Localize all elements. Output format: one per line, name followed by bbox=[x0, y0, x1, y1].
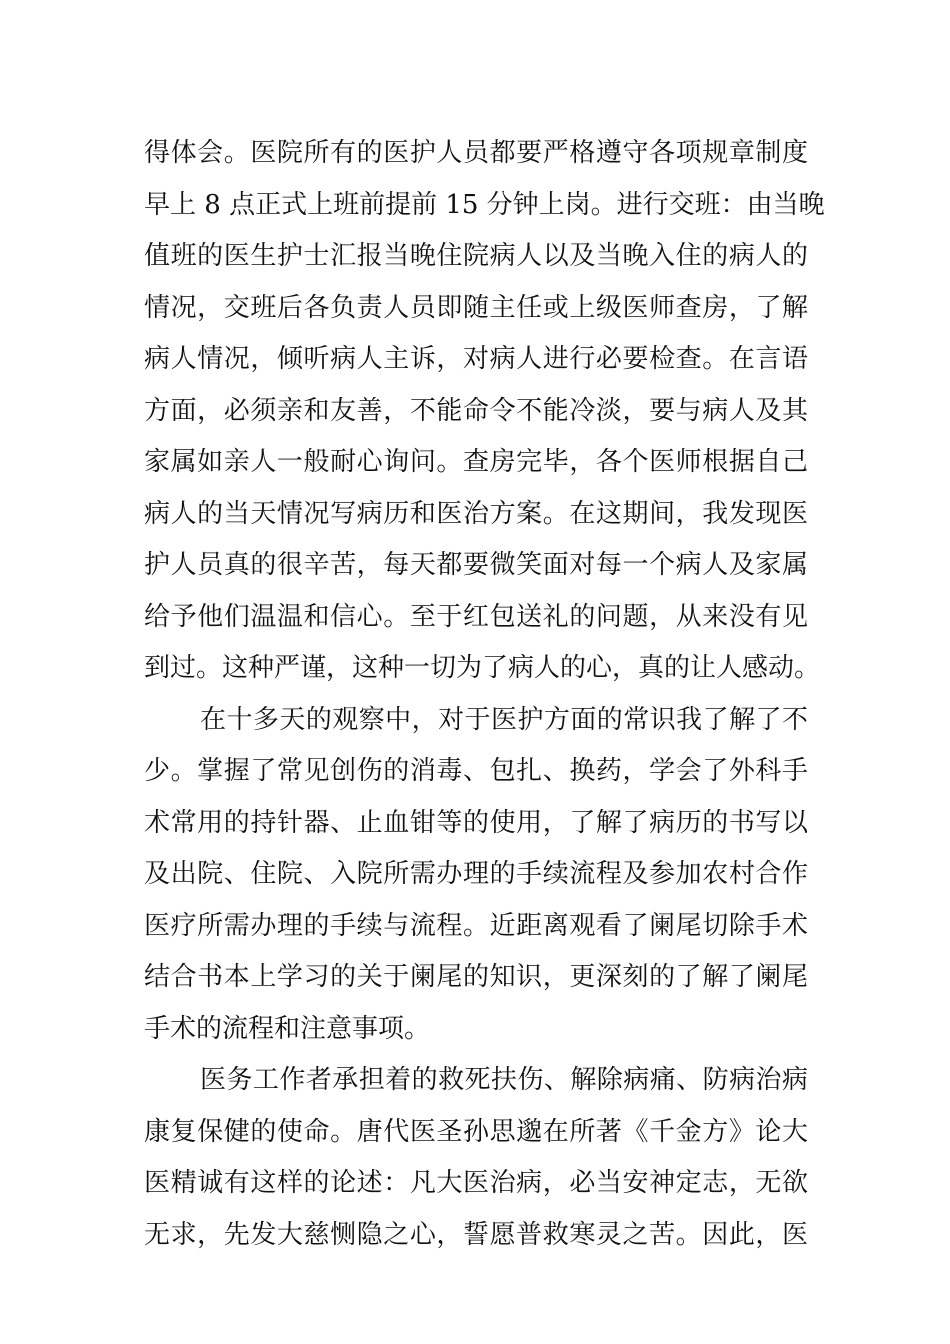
body-text bbox=[144, 128, 825, 1261]
text-line: 得体会。医院所有的医护人员都要严格遵守各项规章制度 bbox=[144, 138, 808, 168]
text-line: 康复保健的使命。唐代医圣孙思邈在所著《千金方》论大 bbox=[144, 1116, 808, 1147]
text-line: 医疗所需办理的手续与流程。近距离观看了阑尾切除手术 bbox=[144, 910, 808, 941]
text-line: 无求，先发大慈恻隐之心，誓愿普救寒灵之苦。因此，医 bbox=[144, 1219, 808, 1250]
text-line: 早上 8 点正式上班前提前 15 分钟上岗。进行交班：由当晚 bbox=[144, 189, 825, 220]
text-line: 医精诚有这样的论述：凡大医治病，必当安神定志，无欲 bbox=[144, 1168, 808, 1198]
text-line: 护人员真的很辛苦，每天都要微笑面对每一个病人及家属 bbox=[144, 550, 808, 580]
text-line: 结合书本上学习的关于阑尾的知识，更深刻的了解了阑尾 bbox=[144, 962, 808, 992]
text-line: 在十多天的观察中，对于医护方面的常识我了解了不 bbox=[200, 704, 808, 735]
text-line: 方面，必须亲和友善，不能命令不能冷淡，要与病人及其 bbox=[144, 395, 808, 426]
text-line: 到过。这种严谨，这种一切为了病人的心，真的让人感动。 bbox=[144, 653, 821, 683]
text-line: 值班的医生护士汇报当晚住院病人以及当晚入住的病人的 bbox=[144, 241, 808, 271]
text-line: 家属如亲人一般耐心询问。查房完毕，各个医师根据自己 bbox=[144, 447, 808, 477]
text-line: 病人情况，倾听病人主诉，对病人进行必要检查。在言语 bbox=[144, 344, 808, 374]
text-line: 病人的当天情况写病历和医治方案。在这期间，我发现医 bbox=[144, 498, 808, 529]
text-line: 术常用的持针器、止血钳等的使用，了解了病历的书写以 bbox=[144, 807, 808, 838]
text-line: 医务工作者承担着的救死扶伤、解除病痛、防病治病 bbox=[200, 1065, 808, 1095]
text-line: 手术的流程和注意事项。 bbox=[144, 1013, 431, 1044]
text-line: 少。掌握了常见创伤的消毒、包扎、换药，学会了外科手 bbox=[144, 756, 808, 786]
text-line: 及出院、住院、入院所需办理的手续流程及参加农村合作 bbox=[144, 859, 808, 889]
text-line: 情况，交班后各负责人员即随主任或上级医师查房，了解 bbox=[144, 292, 808, 323]
text-line: 给予他们温温和信心。至于红包送礼的问题，从来没有见 bbox=[144, 601, 808, 632]
